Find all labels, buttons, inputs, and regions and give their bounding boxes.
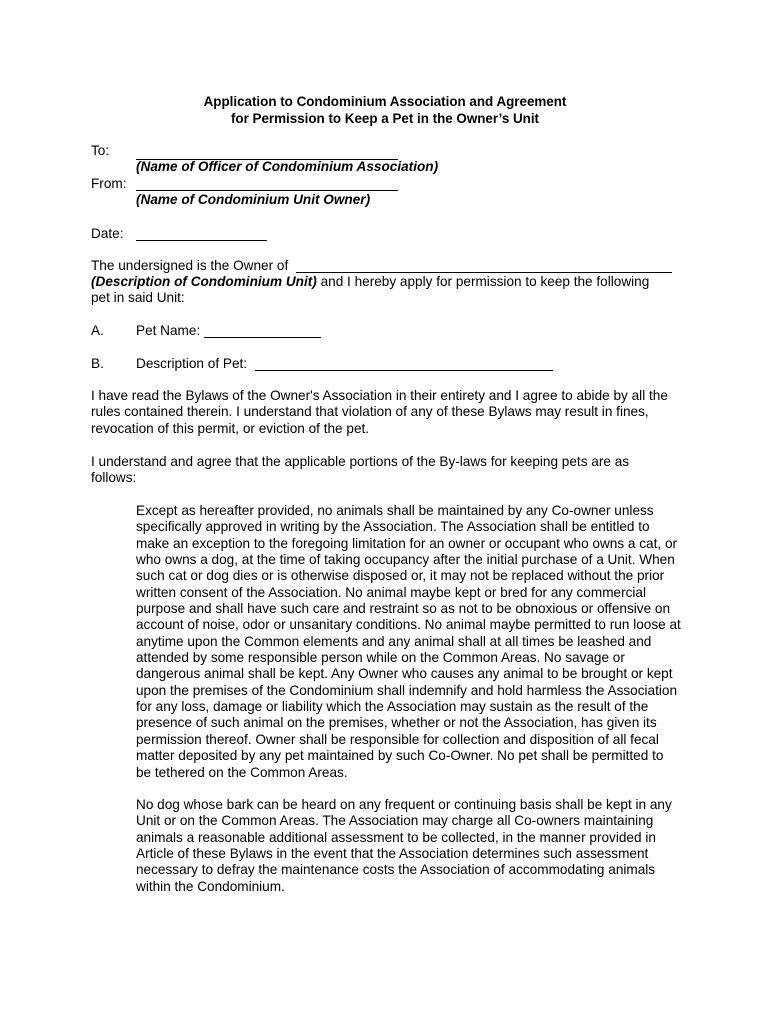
from-caption: (Name of Condominium Unit Owner) bbox=[136, 192, 371, 207]
pet-name-label: Pet Name: bbox=[136, 323, 201, 338]
pet-name-blank-line[interactable] bbox=[204, 337, 321, 338]
owner-statement-line2 bbox=[91, 274, 649, 290]
bylaws-intro-paragraph: I understand and agree that the applicable portions of the By-laws for keeping pets are as follows: bbox=[91, 454, 630, 486]
date-blank-line[interactable] bbox=[136, 240, 267, 241]
item-a-marker: A. bbox=[91, 323, 104, 338]
owner-statement-rest: and I hereby apply for permission to keep the following bbox=[316, 274, 650, 289]
bylaw-quote-1: Except as hereafter provided, no animals shall be maintained by any Co-owner unless specifically approved in writing by the Association. The Association shall be entitled to make an exception to the foregoing limitation for an owner or occupant who owns a cat, or who owns a dog, at the time of taking occupancy after the initial purchase of a Unit. When such cat or dog dies or is otherwise disposed or, it may not be replaced without the prior written consent of the Association. No animal maybe kept or bred for any commercial purpose and shall have such care and restraint so as not to be obnoxious or offensive on account of noise, odor or unsanitary conditions. No animal maybe permitted to run loose at anytime upon the Common elements and any animal shall at all times be leashed and attended by some responsible person while on the Common Areas. No savage or dangerous animal shall be kept. Any Owner who causes any animal to be brought or kept upon the premises of the Condominium shall indemnify and hold harmless the Association for any loss, damage or liability which the Association may sustain as the result of the presence of such animal on the premises, whether or not the Association, has given its permission thereof. Owner shall be responsible for collection and disposition of all fecal matter deposited by any pet maintained by such Co-Owner. No pet shall be permitted to be tethered on the Common Areas. bbox=[136, 503, 681, 780]
bylaws-read-paragraph: I have read the Bylaws of the Owner's Association in their entirety and I agree to abide by all the rules contained therein. I understand that violation of any of these Bylaws may result in fines, revocation of this permit, or eviction of the pet. bbox=[91, 388, 668, 436]
owner-statement-lead: The undersigned is the Owner of bbox=[91, 258, 289, 273]
date-label: Date: bbox=[91, 226, 124, 241]
owner-statement-line3: pet in said Unit: bbox=[91, 290, 185, 305]
pet-description-label: Description of Pet: bbox=[136, 356, 248, 371]
document-title-line1: Application to Condominium Association and Agreement bbox=[203, 94, 567, 109]
item-b-marker: B. bbox=[91, 356, 104, 371]
unit-blank-line[interactable] bbox=[296, 272, 672, 273]
to-caption: (Name of Officer of Condominium Association) bbox=[136, 159, 439, 174]
from-blank-line[interactable] bbox=[136, 190, 398, 191]
to-label: To: bbox=[91, 143, 110, 158]
bylaw-quote-2: No dog whose bark can be heard on any frequent or continuing basis shall be kept in any Unit or on the Common Areas. The Association may charge all Co-owners maintaining animals a reasonable additional assessment to be collected, in the manner provided in Article of these Bylaws in the event that the Association determines such assessment necessary to defray the maintenance costs the Association of accommodating animals within the Condominium. bbox=[136, 797, 672, 894]
pet-description-blank-line[interactable] bbox=[255, 370, 553, 371]
unit-caption: (Description of Condominium Unit) bbox=[91, 274, 317, 289]
document-title-line2: for Permission to Keep a Pet in the Owner’s Unit bbox=[230, 111, 540, 126]
from-label: From: bbox=[91, 176, 127, 191]
